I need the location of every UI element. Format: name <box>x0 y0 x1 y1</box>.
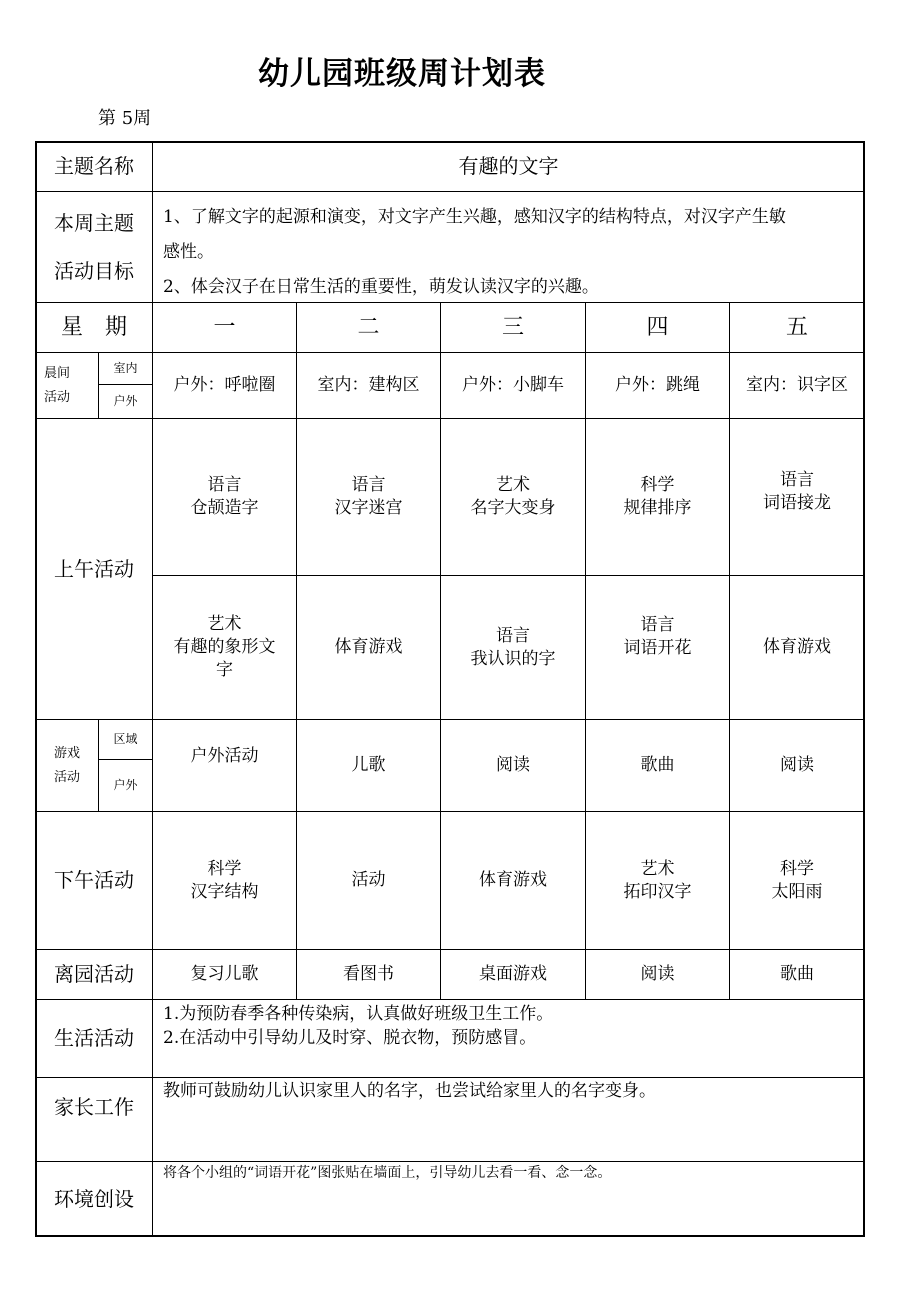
game-cell-fri: 阅读 <box>729 719 865 812</box>
leave-cell-thu: 阅读 <box>585 949 730 1000</box>
weekday-fri: 五 <box>729 302 865 353</box>
am-label: 上午活动 <box>35 418 153 720</box>
pm-cell-wed-title: 体育游戏 <box>479 870 547 891</box>
weekday-header-label: 星 期 <box>35 302 153 353</box>
game-label-line1: 游戏 <box>53 745 80 761</box>
am-row1-mon-subject: 语言 <box>207 475 242 496</box>
theme-value: 有趣的文字 <box>152 141 865 192</box>
goals-text <box>152 191 865 303</box>
leave-cell-wed: 桌面游戏 <box>440 949 586 1000</box>
am-row1-wed-title: 名字大变身 <box>470 498 556 518</box>
leave-cell-tue: 看图书 <box>296 949 441 1000</box>
am-row1-mon <box>152 418 297 576</box>
goals-label <box>35 191 153 303</box>
environment-text: 将各个小组的“词语开花”图张贴在墙面上，引导幼儿去看一看、念一念。 <box>152 1161 865 1237</box>
am-row1-thu <box>585 418 730 576</box>
goals-label-line1: 本周主题 <box>54 211 134 235</box>
game-cell-tue: 儿歌 <box>296 719 441 812</box>
week-label: 第 5周 <box>98 108 152 129</box>
am-row2-thu-title: 词语开花 <box>623 637 692 658</box>
am-row1-wed <box>440 418 586 576</box>
weekday-wed: 三 <box>440 302 586 353</box>
pm-cell-fri-subject: 科学 <box>780 858 814 879</box>
game-cell-wed: 阅读 <box>440 719 586 812</box>
parents-label: 家长工作 <box>35 1077 153 1162</box>
pm-cell-thu-subject: 艺术 <box>640 858 675 879</box>
am-row2-thu-subject: 语言 <box>640 614 675 635</box>
am-row2-wed-title: 我认识的字 <box>470 648 556 669</box>
game-cell-mon: 户外活动 <box>152 719 297 812</box>
leave-cell-mon: 复习儿歌 <box>152 949 297 1000</box>
pm-cell-mon <box>152 811 297 950</box>
morning-cell-mon: 户外：呼啦圈 <box>152 352 297 419</box>
morning-cell-fri: 室内：识字区 <box>729 352 865 419</box>
morning-sub-indoor: 室内 <box>98 352 153 385</box>
am-row2-mon <box>152 575 297 720</box>
morning-label-line2: 活动 <box>44 389 71 405</box>
morning-label <box>35 352 99 419</box>
page-title: 幼儿园班级周计划表 <box>258 56 546 92</box>
am-row2-fri <box>729 575 865 720</box>
goals-line2: 感性。 <box>163 242 214 262</box>
am-row2-wed <box>440 575 586 720</box>
morning-cell-wed: 户外：小脚车 <box>440 352 586 419</box>
life-line2: 2.在活动中引导幼儿及时穿、脱衣物，预防感冒。 <box>163 1028 537 1048</box>
goals-label-line2: 活动目标 <box>54 259 134 283</box>
weekday-thu: 四 <box>585 302 730 353</box>
parents-text: 教师可鼓励幼儿认识家里人的名字，也尝试给家里人的名字变身。 <box>152 1077 865 1162</box>
am-row2-thu <box>585 575 730 720</box>
pm-cell-thu-title: 拓印汉字 <box>623 881 692 902</box>
morning-sub-outdoor: 户外 <box>98 384 153 419</box>
pm-cell-tue-title: 活动 <box>351 870 386 891</box>
game-label-line2: 活动 <box>53 769 80 785</box>
environment-label: 环境创设 <box>35 1161 153 1237</box>
pm-label: 下午活动 <box>35 811 153 950</box>
morning-cell-tue: 室内：建构区 <box>296 352 441 419</box>
pm-cell-thu <box>585 811 730 950</box>
weekday-mon: 一 <box>152 302 297 353</box>
am-row1-fri <box>729 418 865 576</box>
game-sub-area: 区域 <box>98 719 153 760</box>
am-row1-fri-title: 词语接龙 <box>763 493 831 513</box>
am-row1-thu-title: 规律排序 <box>623 498 692 518</box>
am-row1-tue-title: 汉字迷宫 <box>334 498 403 518</box>
leave-label: 离园活动 <box>35 949 153 1000</box>
life-text <box>152 999 865 1078</box>
life-line1: 1.为预防春季各种传染病，认真做好班级卫生工作。 <box>163 1004 554 1024</box>
am-row1-mon-title: 仓颉造字 <box>190 498 259 518</box>
pm-cell-mon-title: 汉字结构 <box>190 881 259 902</box>
morning-cell-thu: 户外：跳绳 <box>585 352 730 419</box>
weekday-tue: 二 <box>296 302 441 353</box>
pm-cell-tue <box>296 811 441 950</box>
am-row2-mon-title-cont: 字 <box>216 659 233 680</box>
am-row2-tue-title: 体育游戏 <box>334 637 403 658</box>
game-label <box>35 719 99 812</box>
am-row1-thu-subject: 科学 <box>640 475 675 496</box>
pm-cell-wed <box>440 811 586 950</box>
am-row1-fri-subject: 语言 <box>780 470 814 491</box>
game-sub-outdoor: 户外 <box>98 759 153 812</box>
am-row2-mon-subject: 艺术 <box>207 614 242 635</box>
theme-label: 主题名称 <box>35 141 153 192</box>
goals-line3: 2、体会汉子在日常生活的重要性，萌发认读汉字的兴趣。 <box>163 277 599 297</box>
am-row1-wed-subject: 艺术 <box>496 475 530 496</box>
morning-label-line1: 晨间 <box>44 365 71 381</box>
pm-cell-fri-title: 太阳雨 <box>771 881 823 902</box>
am-row2-mon-title: 有趣的象形文 <box>173 637 276 658</box>
am-row2-tue <box>296 575 441 720</box>
pm-cell-mon-subject: 科学 <box>207 858 242 879</box>
am-row2-fri-title: 体育游戏 <box>763 637 831 658</box>
leave-cell-fri: 歌曲 <box>729 949 865 1000</box>
am-row2-wed-subject: 语言 <box>496 625 530 646</box>
am-row1-tue <box>296 418 441 576</box>
goals-line1: 1、了解文字的起源和演变，对文字产生兴趣，感知汉字的结构特点，对汉字产生敏 <box>163 207 786 227</box>
pm-cell-fri <box>729 811 865 950</box>
life-label: 生活活动 <box>35 999 153 1078</box>
game-cell-thu: 歌曲 <box>585 719 730 812</box>
am-row1-tue-subject: 语言 <box>351 475 386 496</box>
